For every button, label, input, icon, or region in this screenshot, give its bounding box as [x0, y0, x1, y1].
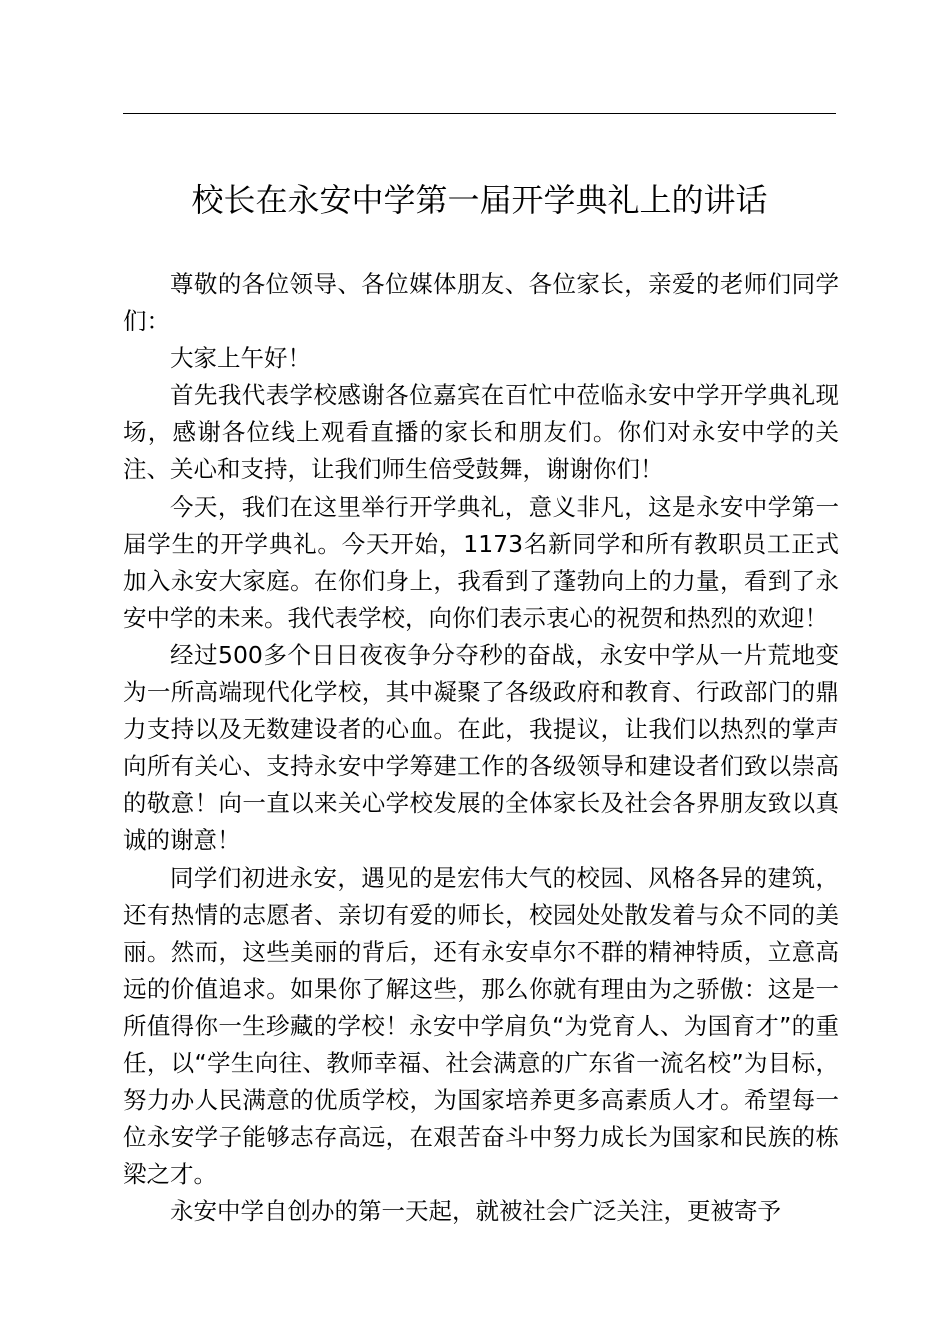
paragraph-expectations: 永安中学自创办的第一天起，就被社会广泛关注，更被寄予	[170, 1197, 781, 1226]
paragraph-thanks: 首先我代表学校感谢各位嘉宾在百忙中莅临永安中学开学典礼现场，感谢各位线上观看直播的家长和朋友们。你们对永安中学的关注、关心和支持，让我们师生倍受鼓舞，谢谢你们！	[123, 381, 839, 484]
header-rule	[123, 113, 836, 114]
document-title: 校长在永安中学第一届开学典礼上的讲话	[191, 181, 768, 219]
paragraph-school-spirit: 同学们初进永安，遇见的是宏伟大气的校园、风格各异的建筑，还有热情的志愿者、亲切有爱的师长，校园处处散发着与众不同的美丽。然而，这些美丽的背后，还有永安卓尔不群的精神特质，立意高远的价值追求。如果你了解这些，那么你就有理由为之骄傲：这是一所值得你一生珍藏的学校！永安中学肩负“为党育人、为国育才”的重任，以“学生向往、教师幸福、社会满意的广东省一流名校”为目标，努力办人民满意的优质学校，为国家培养更多高素质人才。希望每一位永安学子能够志存高远，在艰苦奋斗中努力成长为国家和民族的栋梁之才。	[123, 863, 839, 1189]
paragraph-greeting: 大家上午好！	[170, 344, 311, 373]
paragraph-construction: 经过500多个日日夜夜争分夺秒的奋战，永安中学从一片荒地变为一所高端现代化学校，其中凝聚了各级政府和教育、行政部门的鼎力支持以及无数建设者的心血。在此，我提议，让我们以热烈的掌声向所有关心、支持永安中学筹建工作的各级领导和建设者们致以崇高的敬意！向一直以来关心学校发展的全体家长及社会各界朋友致以真诚的谢意！	[123, 640, 839, 855]
paragraph-salutation: 尊敬的各位领导、各位媒体朋友、各位家长，亲爱的老师们同学们：	[123, 270, 839, 336]
paragraph-welcome: 今天，我们在这里举行开学典礼，意义非凡，这是永安中学第一届学生的开学典礼。今天开始，1173名新同学和所有教职员工正式加入永安大家庭。在你们身上，我看到了蓬勃向上的力量，看到了永安中学的未来。我代表学校，向你们表示衷心的祝贺和热烈的欢迎！	[123, 492, 839, 632]
document-body	[123, 266, 839, 1230]
